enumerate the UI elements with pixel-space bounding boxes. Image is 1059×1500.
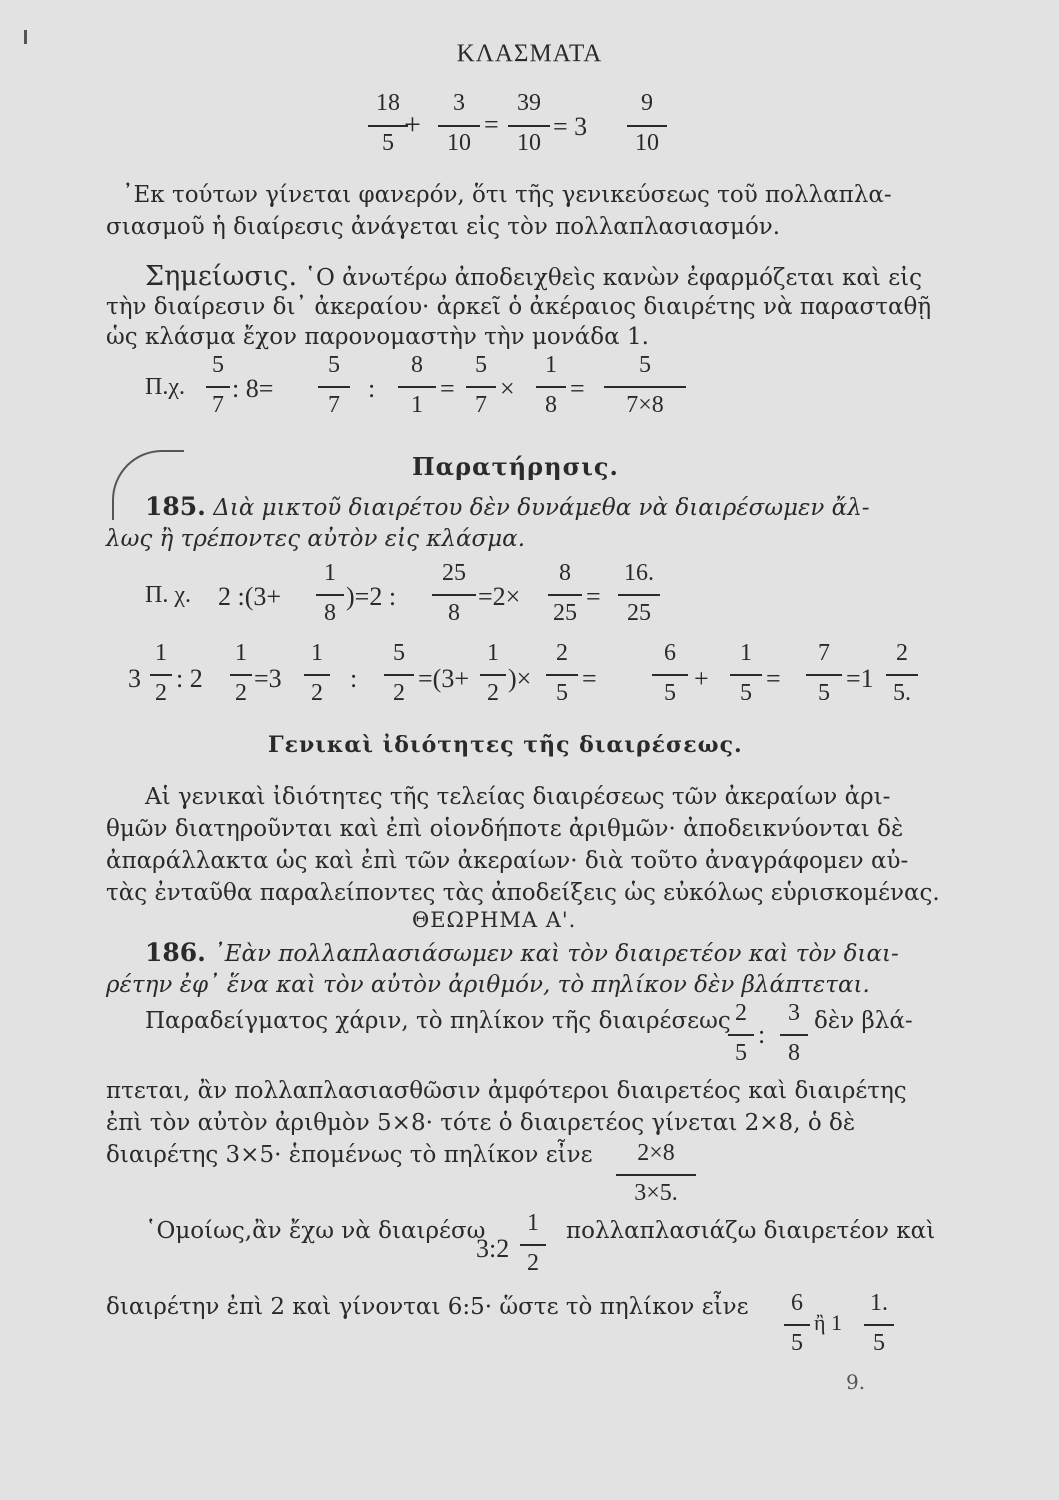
expression: 2 :(3+ [218, 582, 282, 611]
page-title: ΚΛΑΣΜΑΤΑ [456, 40, 603, 67]
fraction-numerator: 2 [556, 640, 568, 666]
paragraph-line: ἀπαράλλακτα ὡς καὶ ἐπὶ τῶν ἀκεραίων· διὰ τοῦτο ἀναγράφομεν αὐ- [106, 848, 909, 874]
fraction-bar [730, 674, 762, 676]
fraction-numerator: 1 [311, 640, 323, 666]
paragraph-line: διαιρέτης 3×5· ἑπομένως τὸ πηλίκον εἶνε [106, 1142, 593, 1168]
fraction-bar [318, 386, 350, 388]
paragraph-text: ρέτην ἐφ᾿ ἕνα καὶ τὸν αὐτὸν ἀριθμόν, τὸ πηλίκον δὲν βλάπτεται. [106, 972, 870, 998]
paragraph-line: θμῶν διατηροῦνται καὶ ἐπὶ οἱονδήποτε ἀριθμῶν· ἀποδεικνύονται δὲ [106, 816, 904, 842]
fraction-bar [150, 674, 172, 676]
fraction-numerator: 8 [411, 352, 423, 378]
fraction-numerator: 16. [624, 560, 654, 586]
theorem-heading: ΘΕΩΡΗΜΑ Α'. [412, 908, 577, 932]
fraction-bar [546, 674, 578, 676]
fraction-bar [368, 125, 408, 127]
expression: + [694, 664, 709, 693]
fraction-bar [616, 1174, 696, 1176]
expression: =3 [254, 664, 282, 693]
page-number: 9. [846, 1370, 866, 1394]
fraction-denominator: 2 [235, 680, 247, 706]
fraction-denominator: 5 [735, 1040, 747, 1066]
example-prefix: Π. χ. [145, 582, 191, 608]
fraction-bar [806, 674, 842, 676]
fraction-numerator: 9 [641, 90, 653, 116]
fraction-numerator: 7 [818, 640, 830, 666]
fraction-bar [520, 1244, 546, 1246]
operator: : [368, 374, 376, 403]
fraction-bar [398, 386, 436, 388]
fraction-denominator: 7 [328, 392, 340, 418]
fraction-denominator: 5 [664, 680, 676, 706]
expression: 3 [128, 664, 141, 693]
fraction-bar [618, 594, 660, 596]
paragraph-text: λως ἢ τρέποντες αὐτὸν εἰς κλάσμα. [106, 526, 526, 552]
fraction-denominator: 2 [155, 680, 167, 706]
fraction-denominator: 1 [411, 392, 423, 418]
fraction-denominator: 5 [791, 1330, 803, 1356]
example-prefix: Π.χ. [145, 374, 185, 400]
expression: )× [508, 664, 532, 693]
paragraph-line: διαιρέτην ἐπὶ 2 καὶ γίνονται 6:5· ὥστε τὸ πηλίκον εἶνε [106, 1294, 749, 1320]
fraction-denominator: 3×5. [634, 1180, 678, 1206]
fraction-denominator: 10 [517, 130, 541, 156]
paragraph-text: ᾿Εὰν πολλαπλασιάσωμεν καὶ τὸν διαιρετέον καὶ τὸν διαι- [213, 941, 899, 967]
expression: 3:2 [476, 1234, 510, 1263]
fraction-denominator: 2 [527, 1250, 539, 1276]
fraction-bar [432, 594, 476, 596]
fraction-denominator: 5. [893, 680, 911, 706]
fraction-bar [480, 674, 506, 676]
note-line: ῾Ο ἀνωτέρω ἀποδειχθεὶς κανὼν ἐφαρμόζεται καὶ εἰς [304, 265, 923, 291]
paragraph-number: 186. [145, 938, 206, 967]
fraction-denominator: 5 [818, 680, 830, 706]
equals-sign: = [484, 110, 499, 139]
operator: = [570, 374, 585, 403]
paragraph-line: ῾Ομοίως,ἂν ἔχω νὰ διαιρέσω [145, 1218, 486, 1244]
fraction-numerator: 5 [393, 640, 405, 666]
paragraph-line: σιασμοῦ ἡ διαίρεσις ἀνάγεται εἰς τὸν πολλαπλασιασμόν. [106, 214, 781, 240]
paragraph-line: Παραδείγματος χάριν, τὸ πηλίκον τῆς διαιρέσεως [145, 1008, 731, 1034]
fraction-denominator: 7×8 [626, 392, 664, 418]
expression: =(3+ [418, 664, 469, 693]
fraction-bar [780, 1034, 808, 1036]
fraction-denominator: 5 [382, 130, 394, 156]
fraction-denominator: 8 [788, 1040, 800, 1066]
fraction-bar [784, 1324, 810, 1326]
fraction-denominator: 25 [627, 600, 651, 626]
fraction-numerator: 2×8 [637, 1140, 675, 1166]
paragraph-line: δὲν βλά- [814, 1008, 913, 1034]
fraction-denominator: 5 [873, 1330, 885, 1356]
fraction-bar [652, 674, 688, 676]
fraction-numerator: 5 [212, 352, 224, 378]
fraction-numerator: 3 [788, 1000, 800, 1026]
fraction-denominator: 10 [447, 130, 471, 156]
fraction-bar [316, 594, 344, 596]
fraction-denominator: 7 [212, 392, 224, 418]
fraction-numerator: 6 [664, 640, 676, 666]
fraction-denominator: 10 [635, 130, 659, 156]
expression: ἢ 1 [814, 1310, 843, 1335]
fraction-numerator: 5 [639, 352, 651, 378]
fraction-denominator: 8 [545, 392, 557, 418]
fraction-numerator: 8 [559, 560, 571, 586]
note-paragraph [145, 262, 922, 293]
fraction-bar [466, 386, 496, 388]
fraction-denominator: 8 [324, 600, 336, 626]
paragraph-186 [145, 938, 899, 969]
operator: = [440, 374, 455, 403]
paragraph-185 [145, 492, 870, 523]
paragraph-line: ᾿Εκ τούτων γίνεται φανερόν, ὅτι τῆς γενικεύσεως τοῦ πολλαπλα- [122, 182, 892, 208]
fraction-numerator: 1 [545, 352, 557, 378]
fraction-denominator: 5 [740, 680, 752, 706]
fraction-numerator: 2 [896, 640, 908, 666]
fraction-numerator: 6 [791, 1290, 803, 1316]
fraction-denominator: 5 [556, 680, 568, 706]
note-label: Σημείωσις. [145, 261, 298, 292]
expression: )=2 : [346, 582, 397, 611]
fraction-bar [230, 674, 252, 676]
fraction-bar [206, 386, 230, 388]
fraction-bar [728, 1034, 754, 1036]
paragraph-line: πτεται, ἂν πολλαπλασιασθῶσιν ἀμφότεροι διαιρετέος καὶ διαιρέτης [106, 1078, 907, 1104]
operator: : 8= [232, 374, 274, 403]
fraction-denominator: 8 [448, 600, 460, 626]
fraction-denominator: 25 [553, 600, 577, 626]
fraction-numerator: 1 [740, 640, 752, 666]
fraction-bar [864, 1324, 894, 1326]
section-heading: Γενικαὶ ἰδιότητες τῆς διαιρέσεως. [268, 732, 743, 758]
expression: = [586, 582, 601, 611]
note-line: ὡς κλάσμα ἔχον παρονομαστὴν τὴν μονάδα 1. [106, 324, 649, 350]
fraction-bar [627, 125, 667, 127]
fraction-numerator: 39 [517, 90, 541, 116]
fraction-denominator: 7 [475, 392, 487, 418]
note-line: τὴν διαίρεσιν δι᾿ ἀκεραίου· ἀρκεῖ ὁ ἀκέραιος διαιρέτης νὰ παρασταθῇ [106, 294, 932, 320]
fraction-denominator: 2 [487, 680, 499, 706]
fraction-numerator: 3 [453, 90, 465, 116]
fraction-numerator: 25 [442, 560, 466, 586]
paragraph-text: Διὰ μικτοῦ διαιρέτου δὲν δυνάμεθα νὰ διαιρέσωμεν ἄλ- [213, 495, 870, 521]
fraction-bar [536, 386, 566, 388]
expression: : [350, 664, 358, 693]
operator: : [758, 1020, 766, 1049]
paragraph-line: τὰς ἐνταῦθα παραλείποντες τὰς ἀποδείξεις ὡς εὐκόλως εὑρισκομένας. [106, 880, 940, 906]
fraction-numerator: 18 [376, 90, 400, 116]
expression: =2× [478, 582, 521, 611]
fraction-numerator: 1 [324, 560, 336, 586]
fraction-numerator: 5 [328, 352, 340, 378]
operator: × [500, 374, 515, 403]
expression: =1 [846, 664, 874, 693]
fraction-bar [384, 674, 414, 676]
section-heading: Παρατήρησις. [412, 452, 619, 481]
fraction-numerator: 1 [235, 640, 247, 666]
fraction-numerator: 1 [527, 1210, 539, 1236]
fraction-numerator: 1. [870, 1290, 888, 1316]
fraction-bar [604, 386, 686, 388]
fraction-numerator: 1 [155, 640, 167, 666]
fraction-denominator: 2 [393, 680, 405, 706]
fraction-bar [548, 594, 582, 596]
paragraph-number: 185. [145, 492, 206, 521]
fraction-bar [438, 125, 480, 127]
fraction-bar [886, 674, 918, 676]
fraction-numerator: 1 [487, 640, 499, 666]
paragraph-line: πολλαπλασιάζω διαιρετέον καὶ [566, 1218, 936, 1244]
fraction-bar [508, 125, 550, 127]
equals-mixed: = 3 [553, 112, 588, 141]
fraction-bar [304, 674, 330, 676]
fraction-denominator: 2 [311, 680, 323, 706]
expression: = [582, 664, 597, 693]
paragraph-line: Αἱ γενικαὶ ἰδιότητες τῆς τελείας διαιρέσεως τῶν ἀκεραίων ἀρι- [145, 784, 891, 810]
fraction-numerator: 5 [475, 352, 487, 378]
plus-sign: + [404, 108, 421, 141]
fraction-numerator: 2 [735, 1000, 747, 1026]
paragraph-line: ἐπὶ τὸν αὐτὸν ἀριθμὸν 5×8· τότε ὁ διαιρετέος γίνεται 2×8, ὁ δὲ [106, 1110, 856, 1136]
expression: : 2 [176, 664, 203, 693]
expression: = [766, 664, 781, 693]
